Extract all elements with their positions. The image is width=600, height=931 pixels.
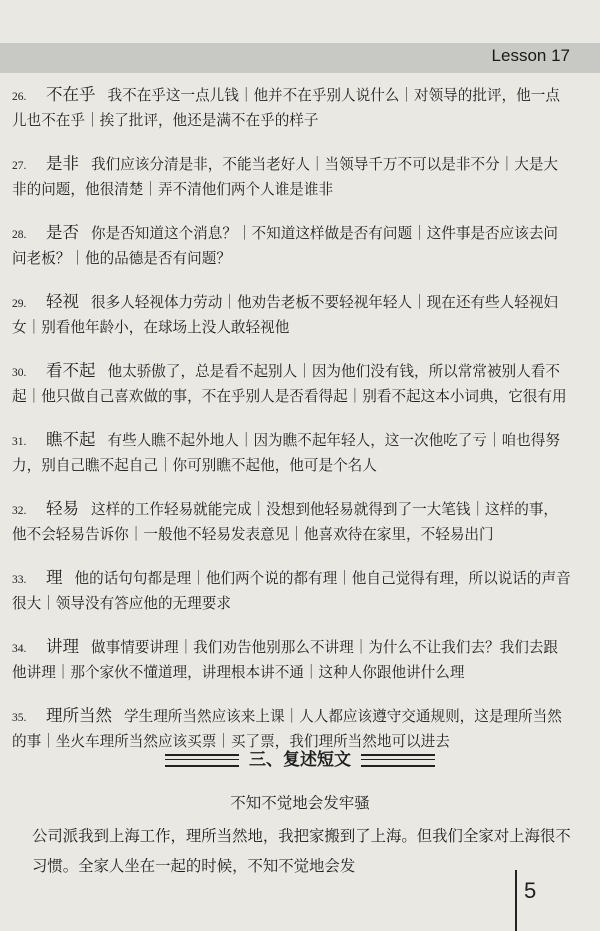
entry-number: 33.	[12, 574, 27, 586]
vocab-entry	[12, 83, 572, 132]
page-number-rule	[515, 870, 517, 931]
entry-term: 看不起	[46, 361, 96, 380]
entry-term: 轻视	[46, 292, 79, 311]
vocabulary-entries	[12, 83, 572, 773]
entry-term: 理所当然	[46, 706, 112, 725]
entry-term: 是否	[46, 223, 79, 242]
entry-number: 28.	[12, 229, 27, 241]
entry-examples: 他的话句句都是理｜他们两个说的都有理｜他自己觉得有理，所以说话的声音很大｜领导没有答应他的无理要求	[12, 570, 571, 612]
entry-number: 30.	[12, 367, 27, 379]
story-title: 不知不觉地会发牢骚	[230, 794, 370, 812]
entry-examples: 做事情要讲理｜我们劝告他别那么不讲理｜为什么不让我们去？我们去跟他讲理｜那个家伙不懂道理，讲理根本讲不通｜这种人你跟他讲什么理	[12, 639, 559, 681]
entry-term: 不在乎	[46, 85, 96, 104]
entry-number: 35.	[12, 712, 27, 724]
entry-number: 31.	[12, 436, 27, 448]
section-heading	[0, 745, 600, 770]
entry-examples: 你是否知道这个消息？｜不知道这样做是否有问题｜这件事是否应该去问问老板？｜他的品德是否有问题？	[12, 225, 559, 267]
vocab-entry	[12, 635, 572, 684]
entry-examples: 很多人轻视体力劳动｜他劝告老板不要轻视年轻人｜现在还有些人轻视妇女｜别看他年龄小，在球场上没人敢轻视他	[12, 294, 559, 336]
entry-number: 29.	[12, 298, 27, 310]
heading-rule-right	[361, 754, 435, 767]
entry-term: 瞧不起	[46, 430, 96, 449]
vocab-entry	[12, 290, 572, 339]
heading-rule-left	[165, 754, 239, 767]
vocab-entry	[12, 152, 572, 201]
page-number: 5	[524, 878, 537, 903]
entry-examples: 我不在乎这一点儿钱｜他并不在乎别人说什么｜对领导的批评，他一点儿也不在乎｜挨了批评，他还是满不在乎的样子	[12, 87, 560, 129]
entry-examples: 学生理所当然应该来上课｜人人都应该遵守交通规则，这是理所当然的事｜坐火车理所当然应该买票｜买了票，我们理所当然地可以进去	[12, 708, 562, 750]
entry-examples: 我们应该分清是非，不能当老好人｜当领导千万不可以是非不分｜大是大非的问题，他很清楚｜弄不清他们两个人谁是谁非	[12, 156, 559, 198]
entry-term: 是非	[46, 154, 79, 173]
entry-number: 34.	[12, 643, 27, 655]
entry-term: 理	[46, 568, 63, 587]
lesson-label: Lesson 17	[491, 46, 570, 65]
entry-number: 27.	[12, 160, 27, 172]
vocab-entry	[12, 428, 572, 477]
entry-examples: 有些人瞧不起外地人｜因为瞧不起年轻人，这一次他吃了亏｜咱也得努力，别自己瞧不起自己｜你可别瞧不起他，他可是个名人	[12, 432, 560, 474]
vocab-entry	[12, 359, 572, 408]
entry-term: 讲理	[46, 637, 79, 656]
entry-term: 轻易	[46, 499, 79, 518]
entry-number: 32.	[12, 505, 27, 517]
section-heading-text: 三、复述短文	[249, 750, 351, 770]
story-paragraph: 公司派我到上海工作，理所当然地，我把家搬到了上海。但我们全家对上海很不习惯。全家人坐在一起的时候，不知不觉地会发	[32, 827, 571, 875]
entry-examples: 他太骄傲了，总是看不起别人｜因为他们没有钱，所以常常被别人看不起｜他只做自己喜欢做的事，不在乎别人是否看得起｜别看不起这本小词典，它很有用	[12, 363, 567, 405]
vocab-entry	[12, 497, 572, 546]
vocab-entry	[12, 221, 572, 270]
entry-examples: 这样的工作轻易就能完成｜没想到他轻易就得到了一大笔钱｜这样的事，他不会轻易告诉你｜一般他不轻易发表意见｜他喜欢待在家里，不轻易出门	[12, 501, 559, 543]
entry-number: 26.	[12, 91, 27, 103]
vocab-entry	[12, 566, 572, 615]
